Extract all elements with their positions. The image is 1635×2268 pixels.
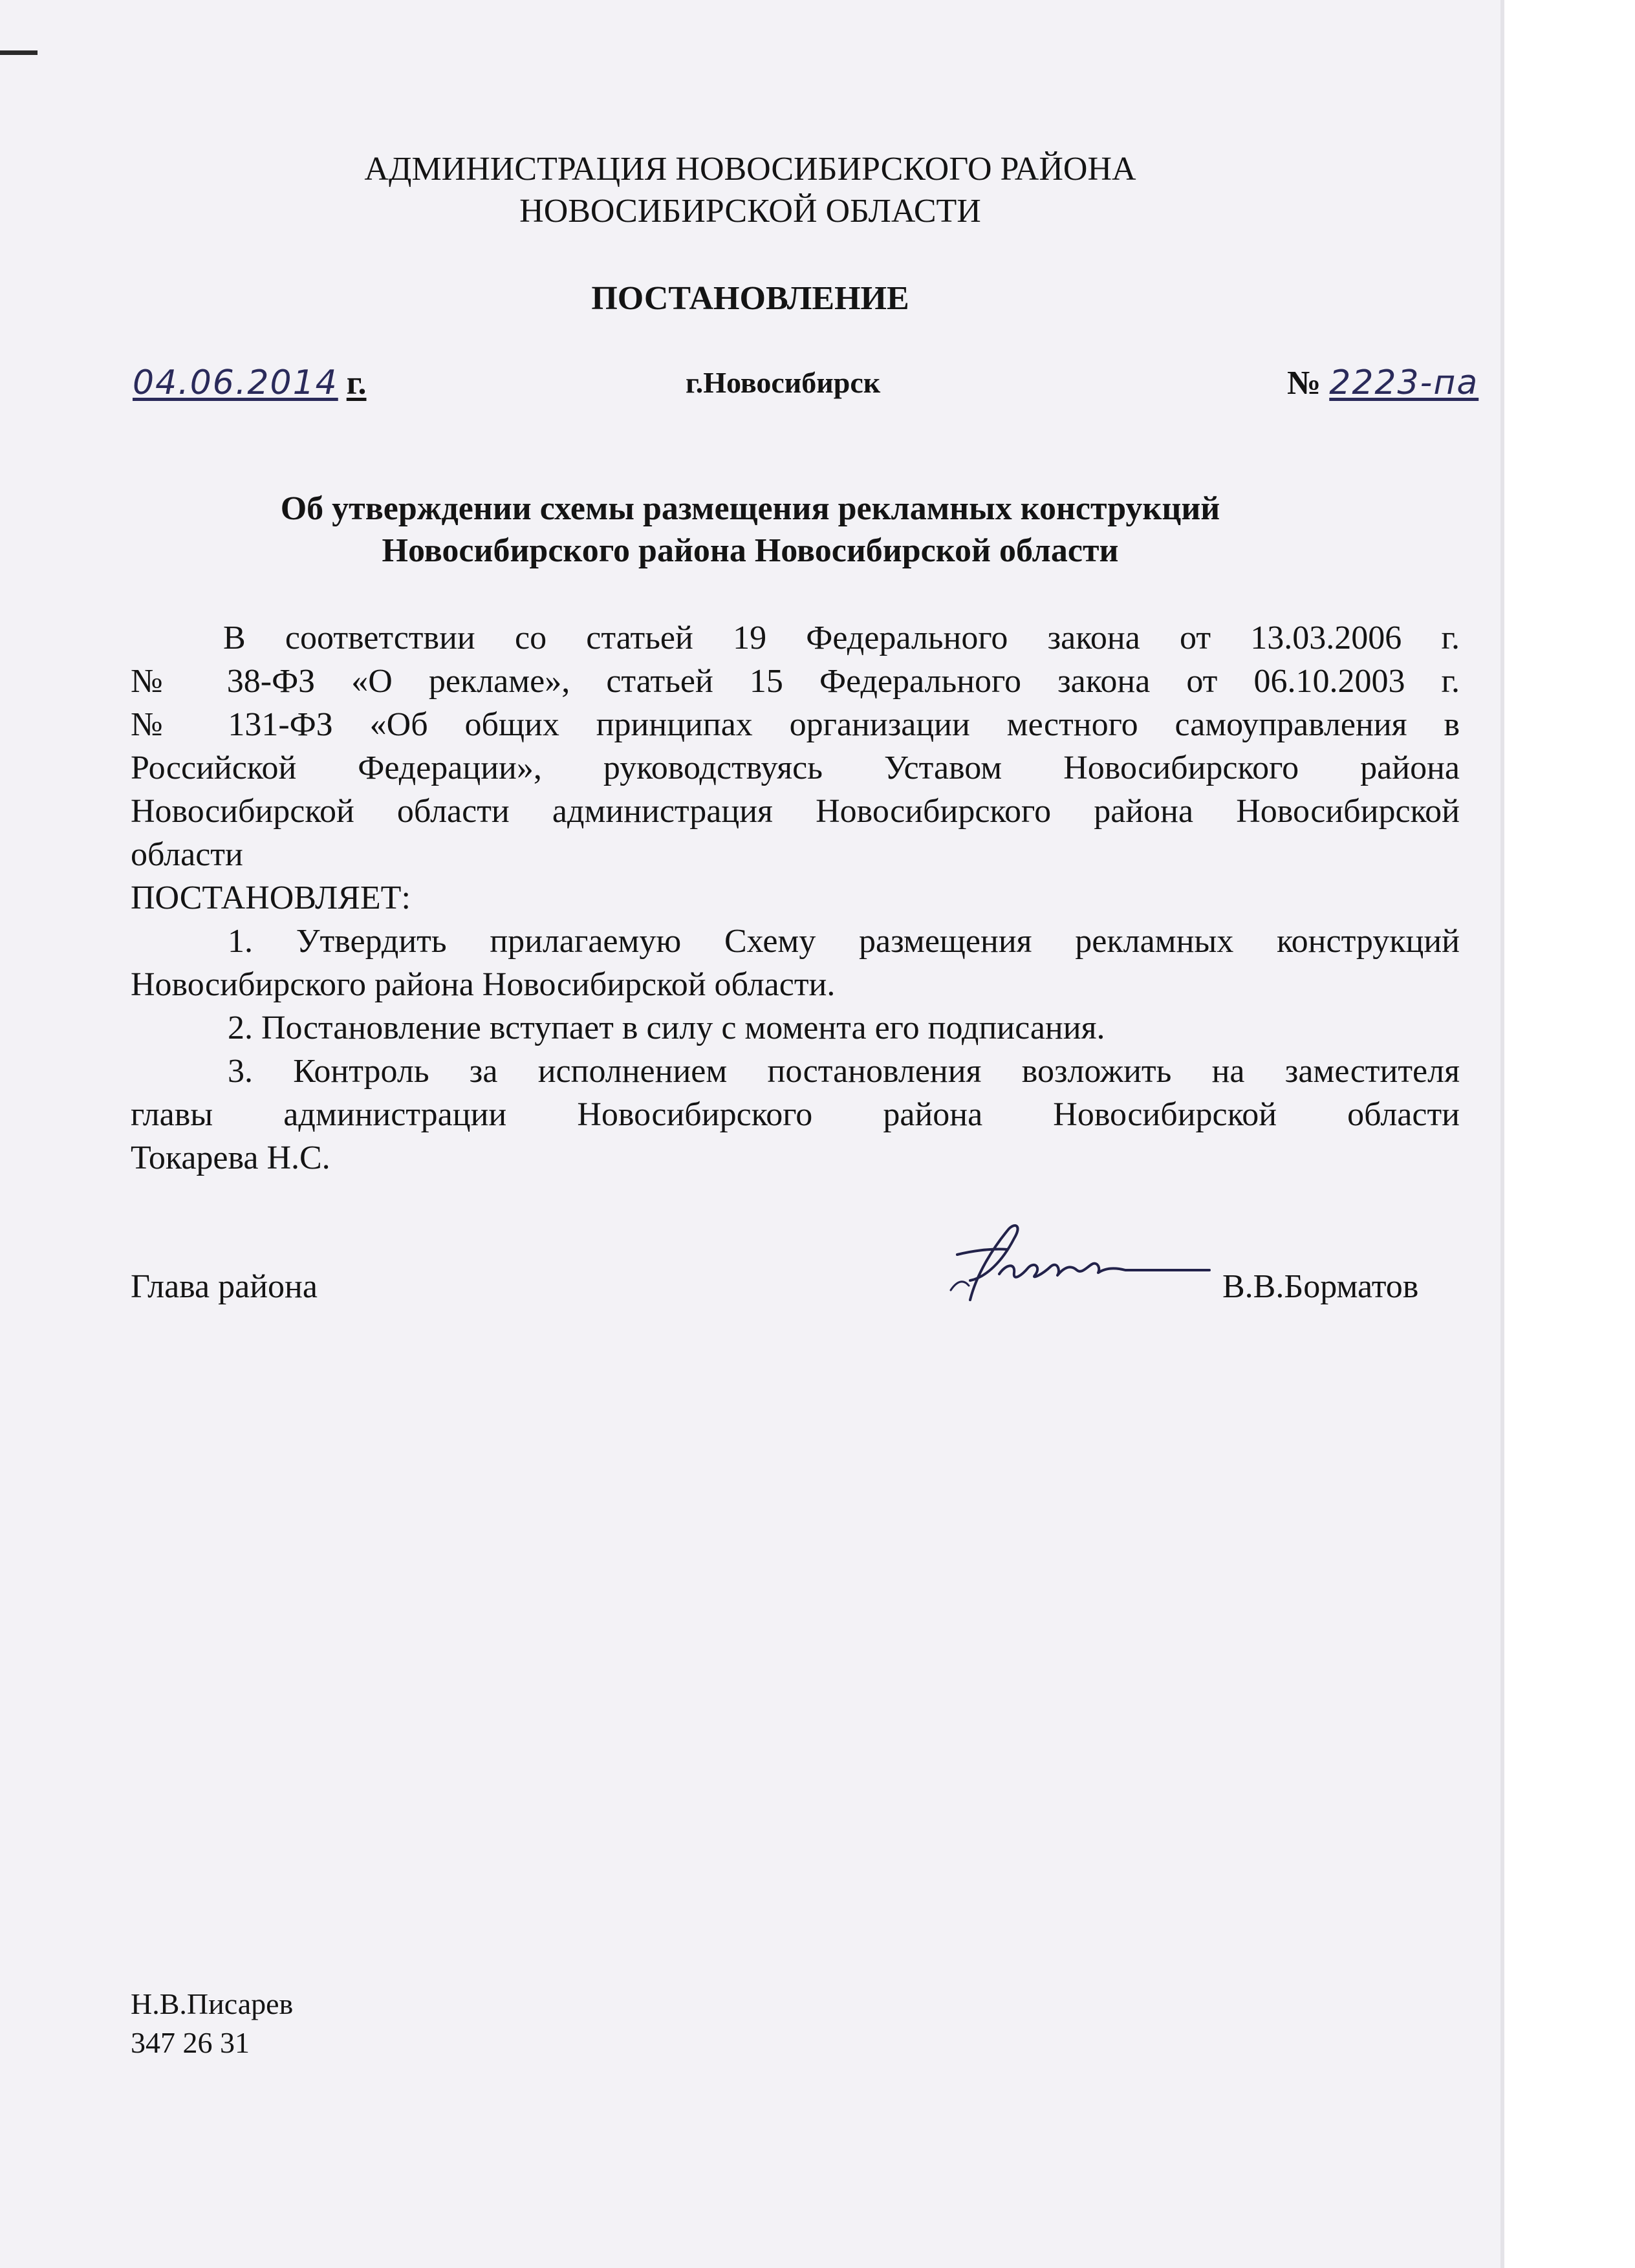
document-type-title: ПОСТАНОВЛЕНИЕ — [591, 280, 909, 317]
executor-phone: 347 26 31 — [131, 2026, 250, 2059]
document-date — [133, 362, 366, 404]
city-name: г.Новосибирск — [686, 366, 881, 399]
resolution-title-line1: Об утверждении схемы размещения рекламных конструкций — [280, 490, 1220, 527]
item-1-line: 1. Утвердить прилагаемую Схему размещения рекламных конструкций — [228, 923, 1460, 960]
item-3-line: 3. Контроль за исполнением постановления возложить на заместителя — [228, 1053, 1460, 1090]
resolves-heading: ПОСТАНОВЛЯЕТ: — [131, 880, 411, 916]
executor-name: Н.В.Писарев — [131, 1987, 294, 2020]
signatory-name: В.В.Борматов — [1222, 1268, 1419, 1305]
preamble-line: Российской Федерации», руководствуясь Уставом Новосибирского района — [131, 750, 1460, 786]
preamble-line: № 38-ФЗ «О рекламе», статьей 15 Федерального закона от 06.10.2003 г. — [131, 663, 1460, 700]
number-sign: № — [1287, 365, 1321, 402]
handwritten-signature — [931, 1203, 1229, 1313]
date-suffix: г. — [346, 365, 367, 402]
signatory-position: Глава района — [131, 1268, 318, 1305]
preamble-line: В соответствии со статьей 19 Федерального закона от 13.03.2006 г. — [223, 620, 1460, 656]
scan-corner-mark — [0, 50, 38, 55]
organization-name-line1: АДМИНИСТРАЦИЯ НОВОСИБИРСКОГО РАЙОНА — [364, 151, 1136, 188]
number-handwritten: 2223-па — [1329, 363, 1479, 402]
item-2-line: 2. Постановление вступает в силу с момента его подписания. — [228, 1010, 1105, 1046]
organization-name-line2: НОВОСИБИРСКОЙ ОБЛАСТИ — [519, 193, 981, 230]
preamble-line: Новосибирской области администрация Новосибирского района Новосибирской — [131, 793, 1460, 830]
preamble-line: № 131-ФЗ «Об общих принципах организации местного самоуправления в — [131, 706, 1460, 743]
resolution-title-line2: Новосибирского района Новосибирской области — [382, 532, 1119, 569]
item-1-line: Новосибирского района Новосибирской области. — [131, 966, 836, 1003]
document-number — [1287, 362, 1478, 404]
page-edge — [1500, 0, 1504, 2268]
item-3-line: Токарева Н.С. — [131, 1139, 330, 1176]
date-handwritten: 04.06.2014 — [133, 363, 338, 402]
preamble-line: области — [131, 836, 243, 873]
item-3-line: главы администрации Новосибирского района Новосибирской области — [131, 1096, 1460, 1133]
